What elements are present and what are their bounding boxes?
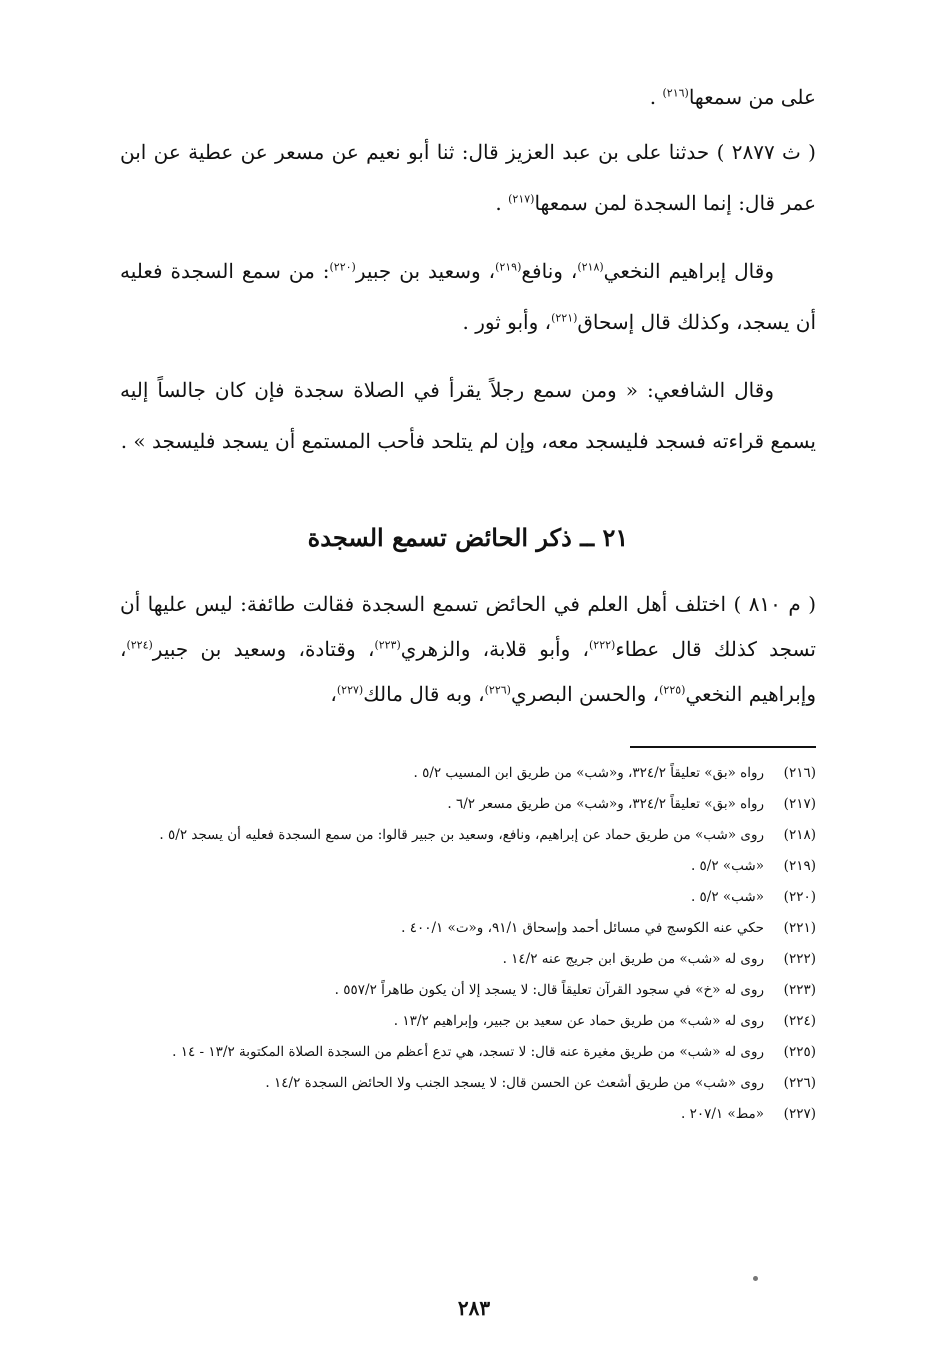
nakhai-paragraph <box>120 246 816 348</box>
text-run: : من سمع السجدة فعليه أن يسجد، وكذلك قال إسحاق <box>120 259 816 334</box>
footnote-text: روى له «خ» في سجود القرآن تعليقاً قال: لا يسجد إلا أن يكون طاهراً ٥٥٧/٢ . <box>334 982 764 998</box>
text-run: ، وإبراهيم النخعي <box>120 637 816 706</box>
hadith-end: . <box>495 191 509 215</box>
footnote-divider <box>630 746 816 748</box>
section-heading: ٢١ ــ ذكر الحائض تسمع السجدة <box>307 523 629 552</box>
footnote-number: (٢٢٥) <box>783 1044 816 1060</box>
footnote-ref: (٢١٨) <box>577 260 604 274</box>
footnote-number: (٢٢٣) <box>783 982 816 998</box>
footnote-number: (٢١٦) <box>783 765 816 781</box>
footnote-number: (٢٢٧) <box>783 1106 816 1122</box>
text-run: ، وأبو قلابة، والزهري <box>400 637 589 661</box>
footnote-number: (٢٢٠) <box>783 889 816 905</box>
text-run: ، وقتادة، وسعيد بن جبير <box>152 637 375 661</box>
page-number: ٢٨٣ <box>457 1296 491 1320</box>
footnote-text: رواه «بق» تعليقاً ٣٢٤/٢، و«شب» من طريق ابن المسيب ٥/٢ . <box>413 765 764 781</box>
footnote-ref: (٢٢١) <box>551 311 578 325</box>
intro-text: على من سمعها <box>688 85 816 109</box>
text-run: ، وسعيد بن جبير <box>355 259 496 283</box>
footnote <box>120 1072 816 1095</box>
footnotes <box>120 762 816 1134</box>
footnote-ref: (٢٢٣) <box>374 638 401 652</box>
footnote <box>120 917 816 940</box>
intro-paragraph <box>120 72 816 123</box>
text-run: ، ونافع <box>521 259 578 283</box>
shafii-text: وقال الشافعي: « ومن سمع رجلاً يقرأ في الصلاة سجدة فإن كان جالساً إليه يسمع قراءته فسجد فليسجد معه، وإن لم يتلحد فأحب المستمع أن يسجد فليسجد » . <box>120 378 816 453</box>
intro-end: . <box>649 85 663 109</box>
text-run: ، وبه قال مالك <box>363 682 485 706</box>
hadith-text: ( ث ٢٨٧٧ ) حدثنا على بن عبد العزيز قال: ثنا أبو نعيم عن مسعر عن عطية عن ابن عمر قال: إنما السجدة لمن سمعها <box>120 140 816 215</box>
footnote-ref: (٢١٦) <box>662 86 689 100</box>
footnote <box>120 948 816 971</box>
print-speck <box>753 1276 758 1281</box>
footnote <box>120 1041 816 1064</box>
footnote-ref: (٢٢٠) <box>329 260 356 274</box>
footnote-ref: (٢١٧) <box>508 192 535 206</box>
footnote-text: روى له «شب» من طريق حماد عن سعيد بن جبير، وإبراهيم ١٣/٢ . <box>393 1013 764 1029</box>
footnote-text: روى له «شب» من طريق مغيرة عنه قال: لا تسجد، هي تدع أعظم من السجدة الصلاة المكتوبة ١٣/٢ - ١٤ . <box>172 1044 764 1060</box>
text-run: ، وأبو ثور . <box>462 310 552 334</box>
footnote <box>120 793 816 816</box>
footnote-ref: (٢٢٧) <box>336 683 364 697</box>
section-text <box>120 582 816 734</box>
text-run: ، والحسن البصري <box>510 682 660 706</box>
footnote-text: روى «شب» من طريق حماد عن إبراهيم، ونافع، وسعيد بن جبير قالوا: من سمع السجدة فعليه أن يسجد ٥/٢ . <box>159 827 764 843</box>
footnote-ref: (٢٢٦) <box>484 683 511 697</box>
footnote-ref: (٢٢٤) <box>126 638 153 652</box>
footnote <box>120 1010 816 1033</box>
footnote-text: روى «شب» من طريق أشعث عن الحسن قال: لا يسجد الجنب ولا الحائض السجدة ١٤/٢ . <box>265 1075 764 1091</box>
footnote-text: «شب» ٥/٢ . <box>690 858 764 874</box>
footnote-text: حكي عنه الكوسج في مسائل أحمد وإسحاق ٩١/١، و«ت» ٤٠٠/١ . <box>401 920 764 936</box>
footnote-number: (٢٢٤) <box>783 1013 816 1029</box>
footnote-number: (٢١٩) <box>783 858 816 874</box>
footnote-text: روى له «شب» من طريق ابن جريج عنه ١٤/٢ . <box>502 951 764 967</box>
footnote <box>120 824 816 847</box>
text-run: وقال إبراهيم النخعي <box>603 259 774 283</box>
footnote-ref: (٢٢٥) <box>659 683 686 697</box>
footnote <box>120 762 816 785</box>
footnote <box>120 1103 816 1126</box>
footnote-ref: (٢١٩) <box>495 260 522 274</box>
m810-paragraph <box>120 582 816 717</box>
footnote-number: (٢٢٦) <box>783 1075 816 1091</box>
text-run: ( م ٨١٠ ) اختلف أهل العلم في الحائض تسمع السجدة فقالت طائفة: ليس عليها أن تسجد كذلك قال عطاء <box>120 592 816 661</box>
footnote <box>120 855 816 878</box>
hadith-paragraph <box>120 127 816 229</box>
footnote-number: (٢١٧) <box>783 796 816 812</box>
footnote-text: «مط» ٢٠٧/١ . <box>680 1106 764 1122</box>
shafii-paragraph <box>120 365 816 467</box>
footnote-text: «شب» ٥/٢ . <box>690 889 764 905</box>
text-run: ، <box>330 682 337 706</box>
footnote <box>120 979 816 1002</box>
footnote <box>120 886 816 909</box>
footnote-number: (٢٢١) <box>783 920 816 936</box>
main-text <box>120 72 816 484</box>
footnote-text: رواه «بق» تعليقاً ٣٢٤/٢، و«شب» من طريق مسعر ٦/٢ . <box>447 796 764 812</box>
footnote-number: (٢٢٢) <box>783 951 816 967</box>
footnote-number: (٢١٨) <box>783 827 816 843</box>
footnote-ref: (٢٢٢) <box>589 638 616 652</box>
